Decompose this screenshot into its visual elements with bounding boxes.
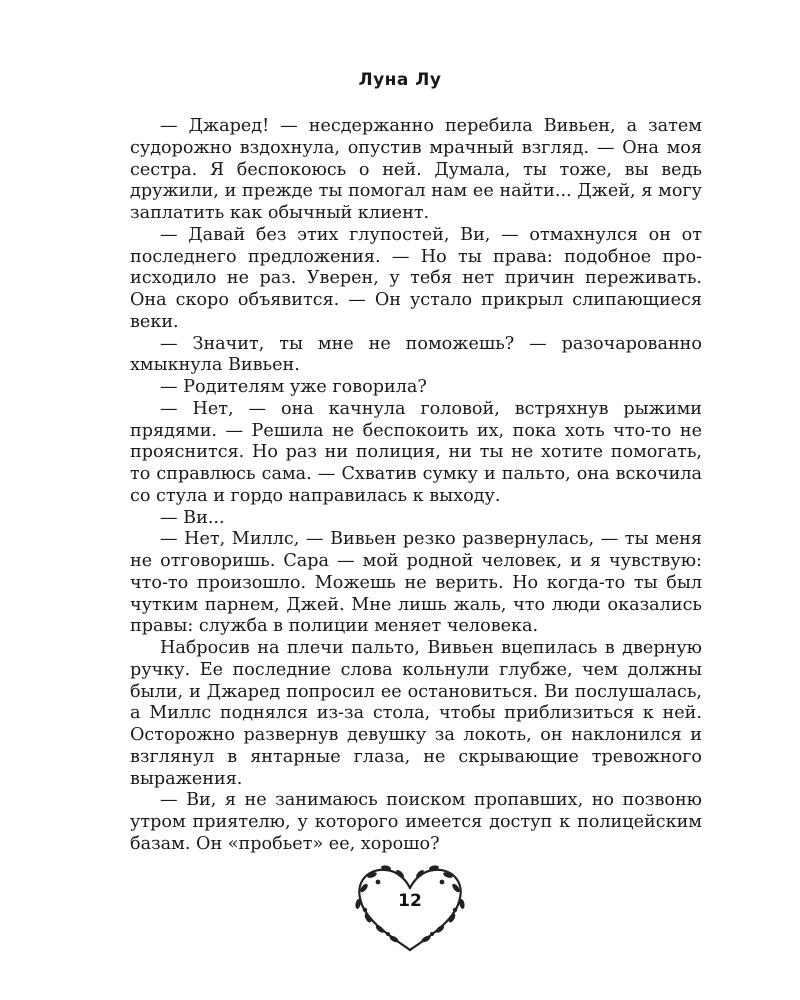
paragraph: — Давай без этих глупостей, Ви, — отмахнулся он от последнего предложения. — Но ты права: подобное происходило не раз. Уверен, у тебя нет причин переживать. Она скоро объявится. — Он устало прикрыл слипающиеся веки. [130, 224, 702, 332]
body-text [130, 116, 702, 856]
paragraph: — Джаред! — несдержанно перебила Вивьен, а затем судорожно вздохнула, опустив мрачный взгляд. — Она моя сестра. Я беспокоюсь о ней. Думала, ты тоже, вы ведь дружили, и прежде ты помогал нам ее найти... Джей, я могу заплатить как обычный клиент. [130, 116, 702, 223]
paragraph: Набросив на плечи пальто, Вивьен вцепилась в дверную ручку. Ее последние слова кольнули глубже, чем должны были, и Джаред попросил ее остановиться. Ви послушалась, а Миллс поднялся из-за стола, чтобы приблизиться к ней. Осторожно развернув девушку за локоть, он наклонился и взглянул в янтарные глаза, не скрывающие тревожного выражения. [130, 638, 702, 789]
paragraph: — Нет, — она качнула головой, встряхнув рыжими прядями. — Решила не беспокоить их, пока хоть что-то не прояснится. Но раз ни полиция, ни ты не хотите помогать, то справлюсь сама. — Схватив сумку и пальто, она вскочила со стула и гордо направилась к выходу. [130, 398, 702, 506]
running-header-author: Луна Лу [358, 70, 442, 90]
paragraph: — Нет, Миллс, — Вивьен резко развернулась, — ты меня не отговоришь. Сара — мой родной человек, и я чувствую: что-то произошло. Можешь не верить. Но когда-то ты был чутким парнем, Джей. Мне лишь жаль, что люди оказались правы: служба в полиции меняет человека. [130, 529, 702, 637]
page-number-ornament [350, 858, 470, 958]
page-number: 12 [398, 891, 422, 911]
paragraph: — Ви, я не занимаюсь поиском пропавших, но позвоню утром приятелю, у которого имеется доступ к полицейским базам. Он «пробьет» ее, хорошо? [130, 790, 702, 854]
paragraph: — Ви... [160, 507, 225, 528]
paragraph: — Значит, ты мне не поможешь? — разочарованно хмыкнула Вивьен. [130, 333, 702, 376]
paragraph: — Родителям уже говорила? [160, 377, 427, 397]
